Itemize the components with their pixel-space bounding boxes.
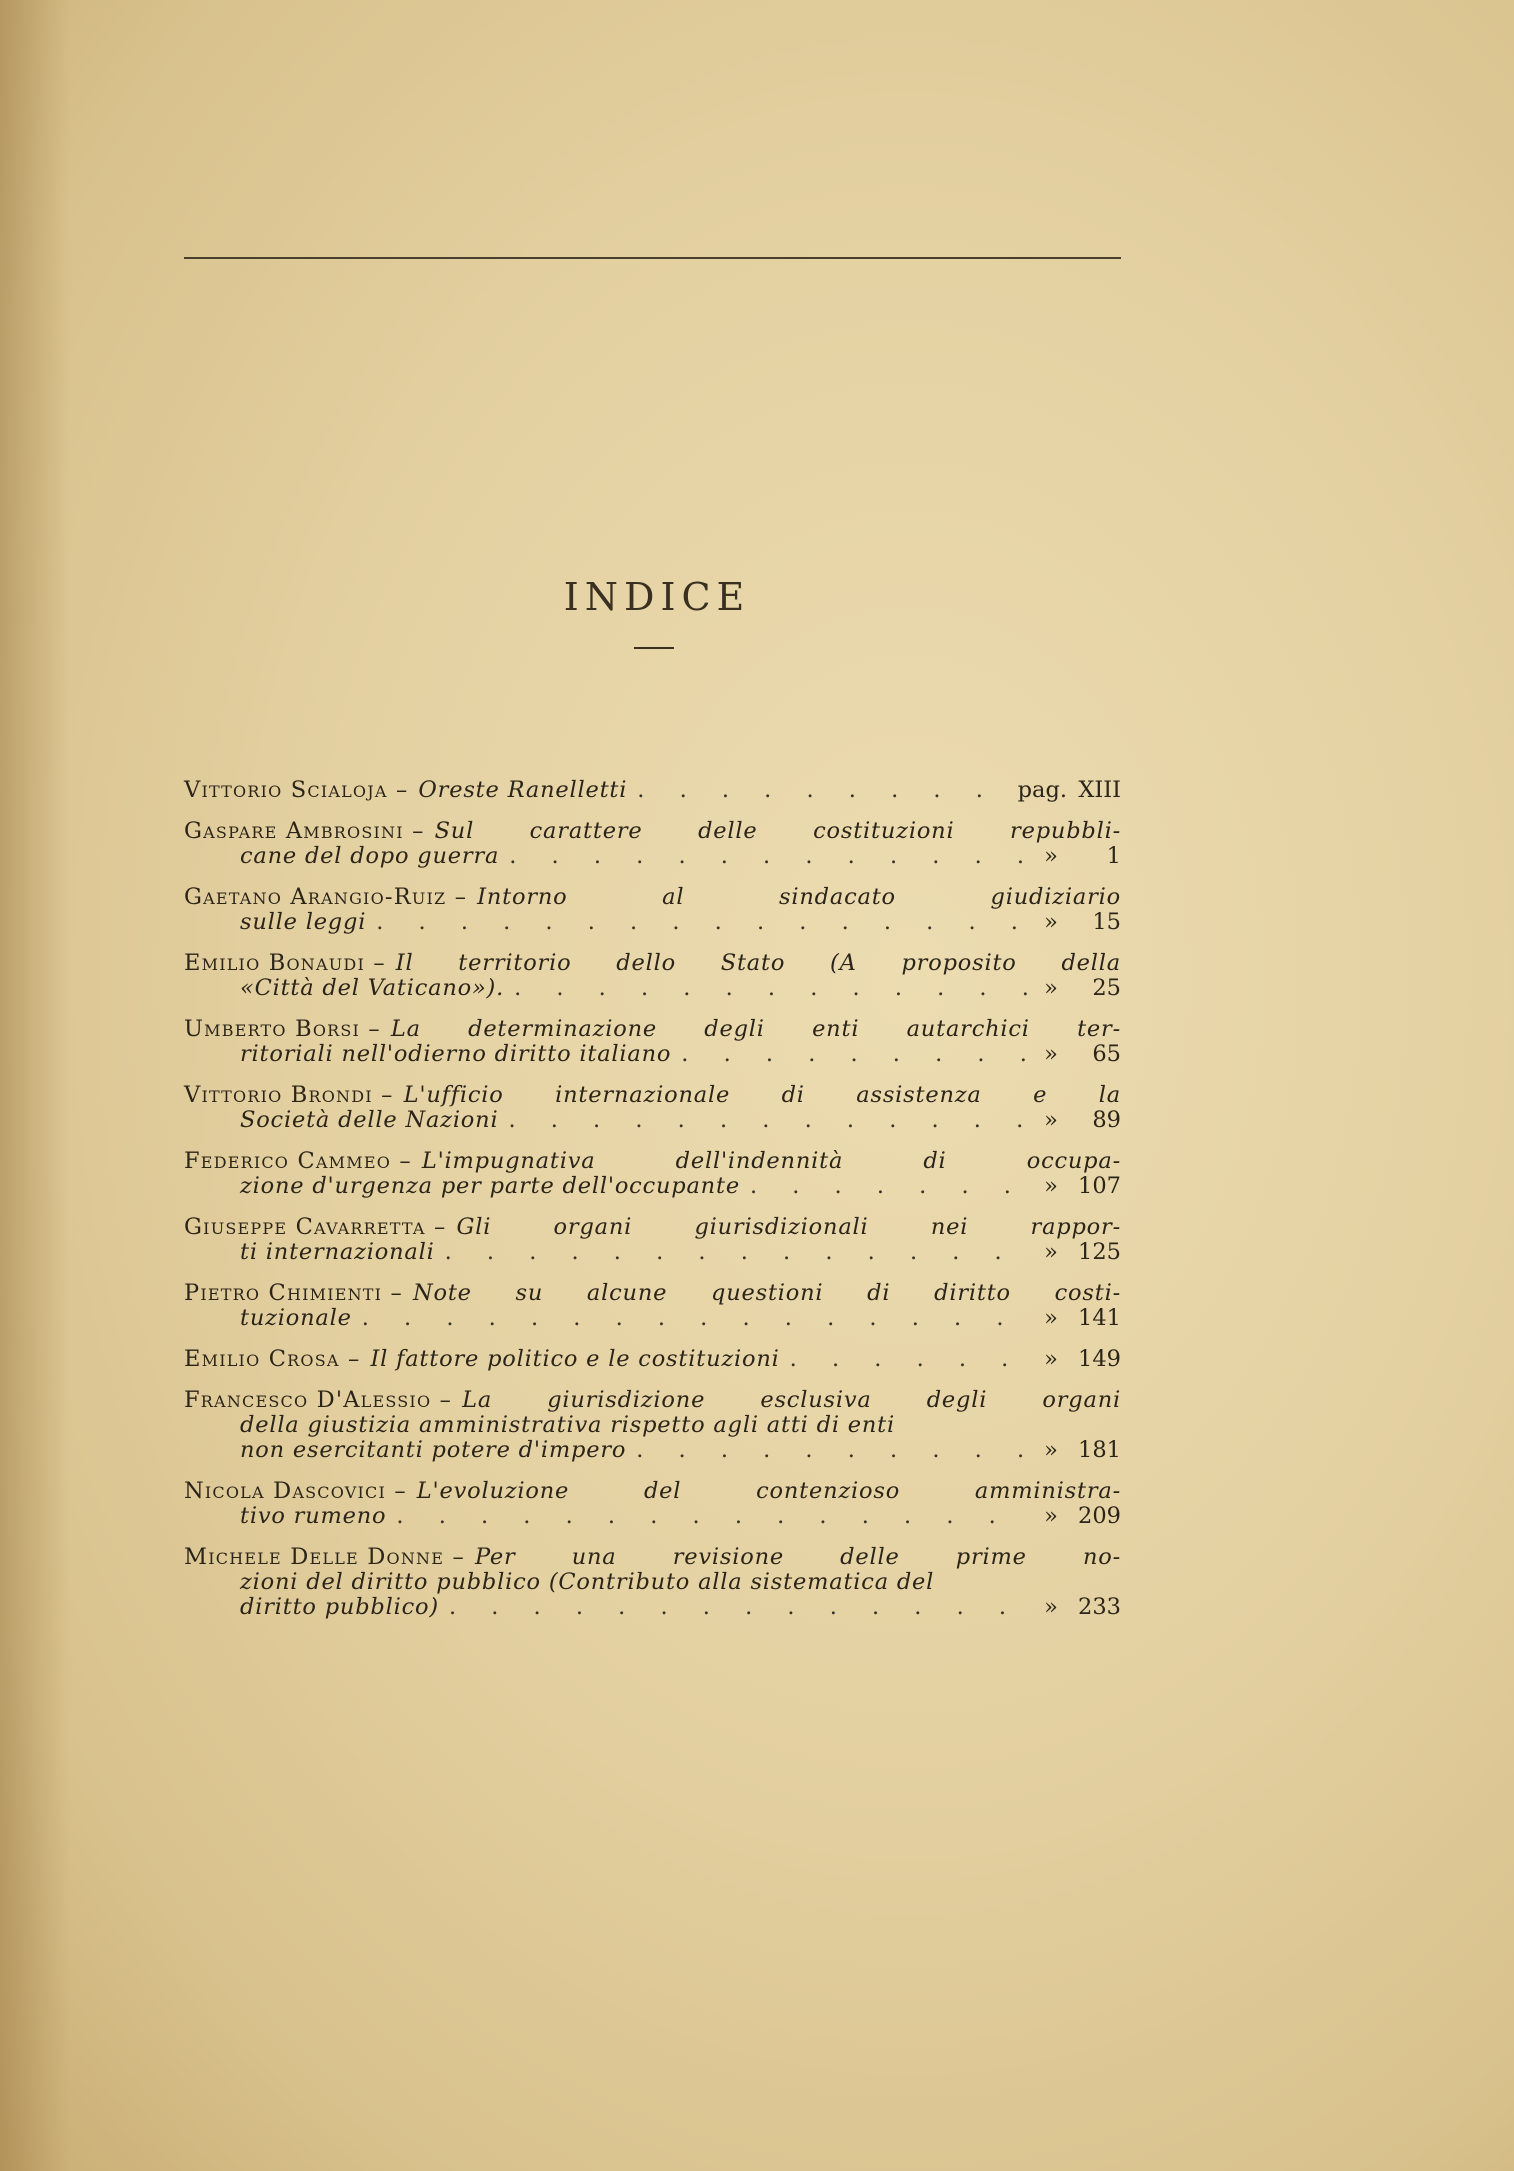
leader-dots xyxy=(498,1108,1031,1133)
ditto-mark: » xyxy=(1044,975,1058,1001)
toc-entry-line xyxy=(184,1347,1121,1372)
ditto-mark: » xyxy=(1044,1594,1058,1620)
page-number: 89 xyxy=(1092,1107,1121,1133)
leader-dots xyxy=(627,778,1017,803)
entry-author: Gaspare Ambrosini – xyxy=(184,818,425,844)
entry-title: Intorno al sindacato giudiziario xyxy=(477,884,1121,910)
page-number: 107 xyxy=(1078,1173,1121,1199)
entry-author: Pietro Chimienti – xyxy=(184,1280,403,1306)
entry-title: L'evoluzione del contenzioso amministra- xyxy=(416,1478,1121,1504)
toc-entry-line xyxy=(184,1479,1121,1504)
entry-title: L'ufficio internazionale di assistenza e la xyxy=(403,1082,1121,1108)
toc-entry xyxy=(184,1388,1121,1463)
entry-author: Emilio Crosa – xyxy=(184,1346,361,1372)
entry-author: Gaetano Arangio-Ruiz – xyxy=(184,884,468,910)
toc-entry-line xyxy=(184,1281,1121,1306)
entry-title: Gli organi giurisdizionali nei rappor- xyxy=(456,1214,1121,1240)
page-label: pag. xyxy=(1017,777,1067,803)
toc-entry xyxy=(184,1215,1121,1265)
leader-dots xyxy=(671,1042,1031,1067)
entry-title: ti internazionali xyxy=(240,1239,435,1265)
toc-entry xyxy=(184,951,1121,1001)
leader-dots xyxy=(780,1347,1031,1372)
page-number: 141 xyxy=(1078,1305,1121,1331)
leader-dots xyxy=(626,1438,1031,1463)
leader-dots xyxy=(439,1595,1031,1620)
ditto-mark: » xyxy=(1044,1173,1058,1199)
page-number: 181 xyxy=(1078,1437,1121,1463)
entry-title: Sul carattere delle costituzioni repubbli- xyxy=(434,818,1121,844)
entry-author: Francesco D'Alessio – xyxy=(184,1387,453,1413)
entry-author: Federico Cammeo – xyxy=(184,1148,412,1174)
ditto-mark: » xyxy=(1044,1305,1058,1331)
leader-dots xyxy=(499,844,1031,869)
toc-entry xyxy=(184,1545,1121,1620)
entry-author: Vittorio Scialoja – xyxy=(184,777,409,803)
entry-title: L'impugnativa dell'indennità di occupa- xyxy=(421,1148,1121,1174)
entry-title: tuzionale xyxy=(240,1305,352,1331)
leader-dots xyxy=(504,976,1031,1001)
toc-entry-line xyxy=(184,1545,1121,1570)
toc-entry-line xyxy=(184,1595,1121,1620)
entry-title: cane del dopo guerra xyxy=(240,843,500,869)
title-dash xyxy=(634,647,674,649)
page-number: 149 xyxy=(1078,1346,1121,1372)
ditto-mark: » xyxy=(1044,1346,1058,1372)
entry-title: della giustizia amministrativa rispetto agli atti di enti xyxy=(240,1412,896,1438)
entry-title: tivo rumeno xyxy=(240,1503,387,1529)
toc-entry-line xyxy=(184,1388,1121,1413)
entry-title: ritoriali nell'odierno diritto italiano xyxy=(240,1041,672,1067)
toc-entry xyxy=(184,778,1121,803)
entry-author: Umberto Borsi – xyxy=(184,1016,381,1042)
toc-entry-line xyxy=(184,1083,1121,1108)
toc-entry xyxy=(184,1479,1121,1529)
toc-entry xyxy=(184,1149,1121,1199)
toc-entry xyxy=(184,885,1121,935)
toc-entry xyxy=(184,1281,1121,1331)
toc-entry xyxy=(184,819,1121,869)
table-of-contents xyxy=(184,778,1121,1636)
entry-title: zione d'urgenza per parte dell'occupante xyxy=(240,1173,740,1199)
leader-dots xyxy=(352,1306,1031,1331)
page-number: 1 xyxy=(1106,843,1121,869)
toc-entry-line xyxy=(184,1413,1121,1438)
entry-author: Vittorio Brondi – xyxy=(184,1082,394,1108)
leader-dots xyxy=(740,1174,1031,1199)
toc-entry-line xyxy=(184,1215,1121,1240)
page-number: 233 xyxy=(1078,1594,1121,1620)
entry-title: zioni del diritto pubblico (Contributo alla sistematica del xyxy=(240,1569,935,1595)
toc-entry xyxy=(184,1017,1121,1067)
toc-entry-line xyxy=(184,1570,1121,1595)
entry-author: Michele Delle Donne – xyxy=(184,1544,465,1570)
entry-author: Nicola Dascovici – xyxy=(184,1478,407,1504)
toc-entry-line xyxy=(184,1017,1121,1042)
toc-entry-line xyxy=(184,1174,1121,1199)
page-number: 65 xyxy=(1092,1041,1121,1067)
entry-title: Società delle Nazioni xyxy=(240,1107,499,1133)
toc-entry-line xyxy=(184,976,1121,1001)
entry-title: Note su alcune questioni di diritto costi- xyxy=(413,1280,1121,1306)
ditto-mark: » xyxy=(1044,843,1058,869)
entry-title: Il fattore politico e le costituzioni xyxy=(370,1346,780,1372)
top-rule xyxy=(184,257,1121,259)
page-title: INDICE xyxy=(563,575,751,619)
entry-title: diritto pubblico) xyxy=(240,1594,439,1620)
ditto-mark: » xyxy=(1044,909,1058,935)
toc-entry-line xyxy=(184,1042,1121,1067)
entry-title: La determinazione degli enti autarchici ter- xyxy=(390,1016,1121,1042)
page-shadow xyxy=(0,0,70,2171)
ditto-mark: » xyxy=(1044,1041,1058,1067)
leader-dots xyxy=(366,910,1031,935)
page-number: 25 xyxy=(1092,975,1121,1001)
entry-title: Il territorio dello Stato (A proposito della xyxy=(395,950,1121,976)
toc-entry xyxy=(184,1083,1121,1133)
toc-entry-line xyxy=(184,1306,1121,1331)
ditto-mark: » xyxy=(1044,1107,1058,1133)
toc-entry-line xyxy=(184,910,1121,935)
entry-title: sulle leggi xyxy=(240,909,367,935)
toc-entry-line xyxy=(184,819,1121,844)
toc-entry-line xyxy=(184,844,1121,869)
toc-entry-line xyxy=(184,1108,1121,1133)
ditto-mark: » xyxy=(1044,1437,1058,1463)
page-number: 209 xyxy=(1078,1503,1121,1529)
entry-title: Per una revisione delle prime no- xyxy=(474,1544,1121,1570)
toc-entry-line xyxy=(184,951,1121,976)
leader-dots xyxy=(386,1504,1031,1529)
ditto-mark: » xyxy=(1044,1503,1058,1529)
toc-entry-line xyxy=(184,1240,1121,1265)
entry-title: Oreste Ranelletti xyxy=(418,777,628,803)
entry-title: La giurisdizione esclusiva degli organi xyxy=(462,1387,1121,1413)
entry-author: Emilio Bonaudi – xyxy=(184,950,386,976)
toc-entry-line xyxy=(184,778,1121,803)
leader-dots xyxy=(435,1240,1031,1265)
toc-entry-line xyxy=(184,1504,1121,1529)
entry-title: «Città del Vaticano»). xyxy=(240,975,505,1001)
toc-entry-line xyxy=(184,1438,1121,1463)
entry-author: Giuseppe Cavarretta – xyxy=(184,1214,447,1240)
entry-title: non esercitanti potere d'impero xyxy=(240,1437,627,1463)
toc-entry-line xyxy=(184,1149,1121,1174)
page-number: XIII xyxy=(1078,777,1121,803)
ditto-mark: » xyxy=(1044,1239,1058,1265)
page-number: 125 xyxy=(1078,1239,1121,1265)
toc-entry xyxy=(184,1347,1121,1372)
page-number: 15 xyxy=(1092,909,1121,935)
toc-entry-line xyxy=(184,885,1121,910)
